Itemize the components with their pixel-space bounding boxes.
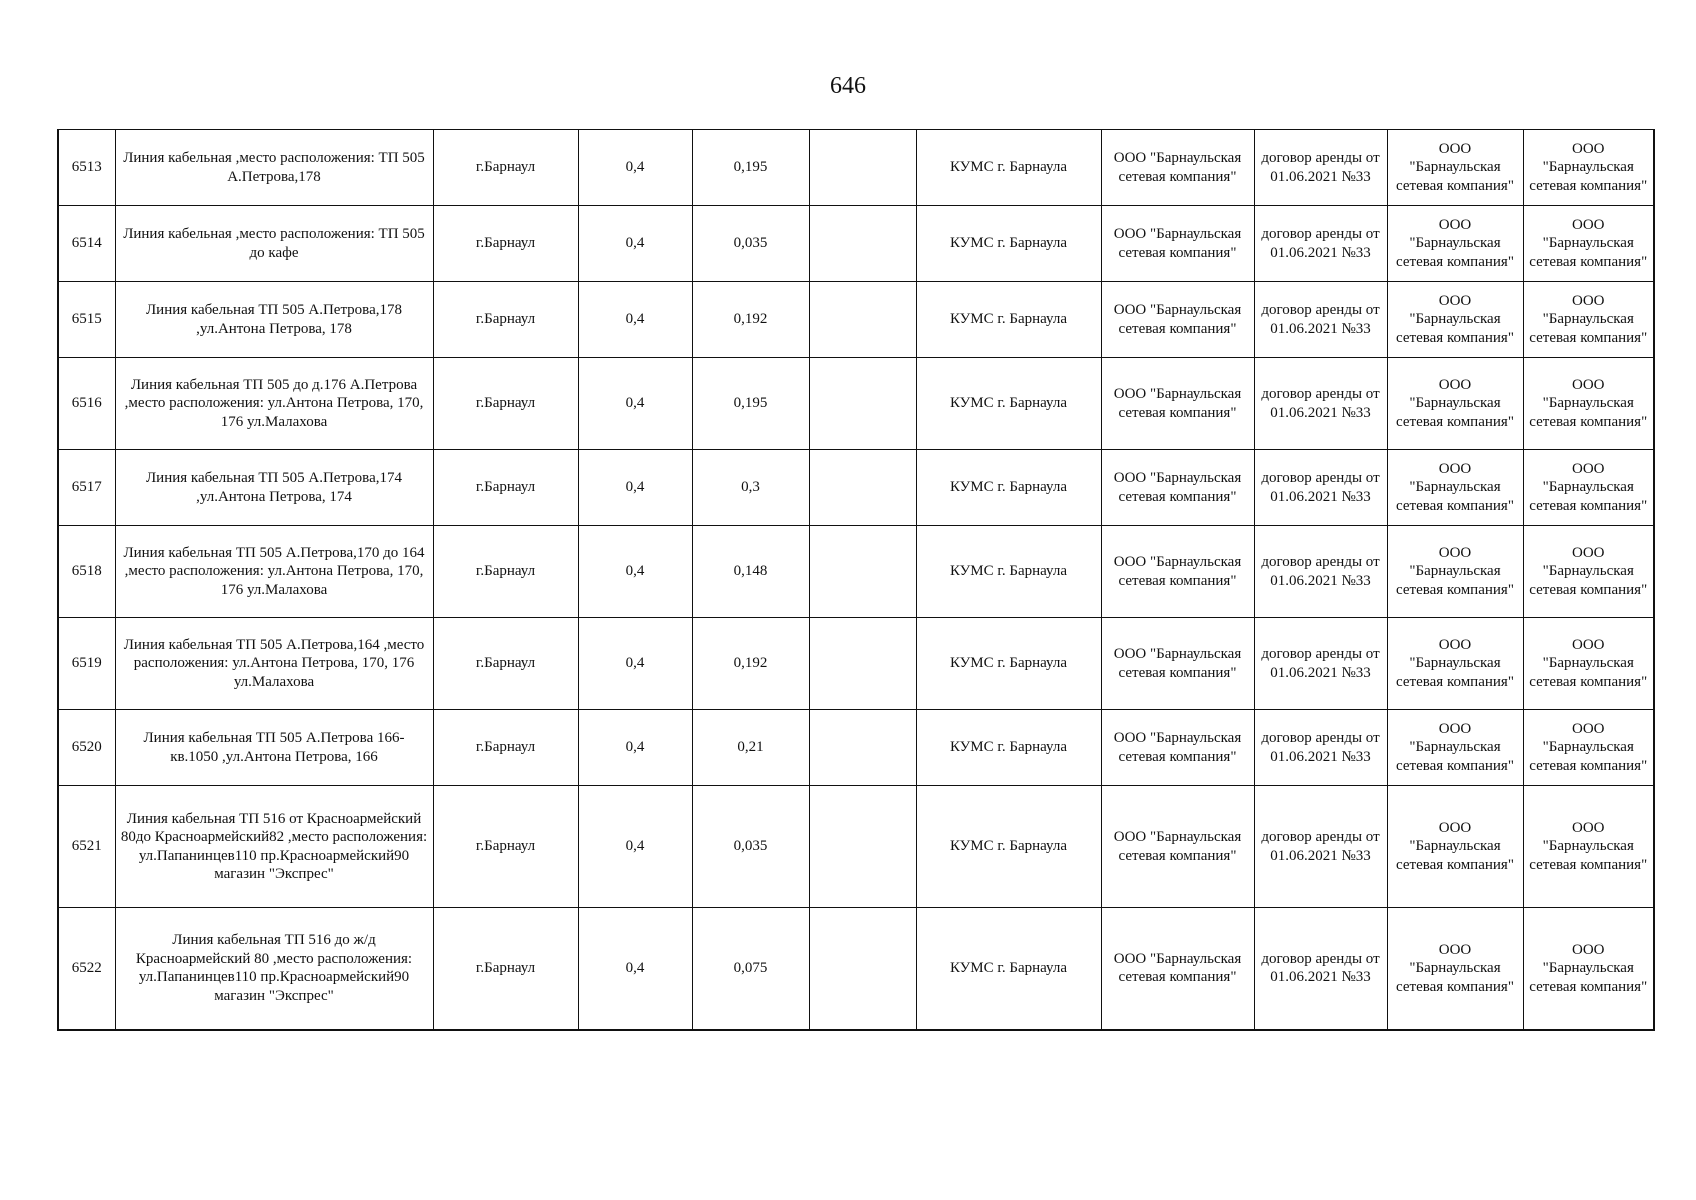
cell-voltage: 0,4 bbox=[578, 450, 692, 526]
cell-holder: ООО "Барнаульская сетевая компания" bbox=[1101, 526, 1254, 618]
cell-voltage: 0,4 bbox=[578, 358, 692, 450]
cell-city: г.Барнаул bbox=[433, 908, 578, 1030]
cell-length: 0,075 bbox=[692, 908, 809, 1030]
cell-extra-value bbox=[809, 786, 916, 908]
cell-basis: договор аренды от 01.06.2021 №33 bbox=[1254, 282, 1387, 358]
cell-holder: ООО "Барнаульская сетевая компания" bbox=[1101, 618, 1254, 710]
cell-row-number: 6519 bbox=[58, 618, 115, 710]
table-row bbox=[58, 618, 1654, 710]
cell-user-organization: ООО "Барнаульская сетевая компания" bbox=[1387, 282, 1523, 358]
cell-owner: КУМС г. Барнаула bbox=[916, 358, 1101, 450]
cell-owner: КУМС г. Барнаула bbox=[916, 206, 1101, 282]
cell-voltage: 0,4 bbox=[578, 526, 692, 618]
cell-owner: КУМС г. Барнаула bbox=[916, 526, 1101, 618]
cell-owner: КУМС г. Барнаула bbox=[916, 282, 1101, 358]
cell-operator-organization: ООО "Барнаульская сетевая компания" bbox=[1523, 282, 1654, 358]
cell-basis: договор аренды от 01.06.2021 №33 bbox=[1254, 358, 1387, 450]
cell-voltage: 0,4 bbox=[578, 618, 692, 710]
cell-basis: договор аренды от 01.06.2021 №33 bbox=[1254, 450, 1387, 526]
cell-operator-organization: ООО "Барнаульская сетевая компания" bbox=[1523, 908, 1654, 1030]
cell-operator-organization: ООО "Барнаульская сетевая компания" bbox=[1523, 206, 1654, 282]
cell-user-organization: ООО "Барнаульская сетевая компания" bbox=[1387, 358, 1523, 450]
cell-extra-value bbox=[809, 282, 916, 358]
cell-length: 0,195 bbox=[692, 358, 809, 450]
cell-user-organization: ООО "Барнаульская сетевая компания" bbox=[1387, 908, 1523, 1030]
table-row bbox=[58, 358, 1654, 450]
cell-row-number: 6517 bbox=[58, 450, 115, 526]
cell-owner: КУМС г. Барнаула bbox=[916, 130, 1101, 206]
cell-voltage: 0,4 bbox=[578, 908, 692, 1030]
cell-city: г.Барнаул bbox=[433, 786, 578, 908]
cell-city: г.Барнаул bbox=[433, 526, 578, 618]
cell-owner: КУМС г. Барнаула bbox=[916, 450, 1101, 526]
cell-owner: КУМС г. Барнаула bbox=[916, 710, 1101, 786]
cell-holder: ООО "Барнаульская сетевая компания" bbox=[1101, 130, 1254, 206]
table-row bbox=[58, 908, 1654, 1030]
cell-user-organization: ООО "Барнаульская сетевая компания" bbox=[1387, 786, 1523, 908]
table-row bbox=[58, 130, 1654, 206]
cell-row-number: 6520 bbox=[58, 710, 115, 786]
cell-city: г.Барнаул bbox=[433, 358, 578, 450]
cell-operator-organization: ООО "Барнаульская сетевая компания" bbox=[1523, 618, 1654, 710]
cell-operator-organization: ООО "Барнаульская сетевая компания" bbox=[1523, 786, 1654, 908]
cell-voltage: 0,4 bbox=[578, 282, 692, 358]
cell-city: г.Барнаул bbox=[433, 618, 578, 710]
table-row bbox=[58, 710, 1654, 786]
cell-holder: ООО "Барнаульская сетевая компания" bbox=[1101, 786, 1254, 908]
cell-extra-value bbox=[809, 526, 916, 618]
table-row bbox=[58, 450, 1654, 526]
cell-owner: КУМС г. Барнаула bbox=[916, 618, 1101, 710]
cell-extra-value bbox=[809, 450, 916, 526]
cell-basis: договор аренды от 01.06.2021 №33 bbox=[1254, 618, 1387, 710]
cell-length: 0,148 bbox=[692, 526, 809, 618]
cell-holder: ООО "Барнаульская сетевая компания" bbox=[1101, 450, 1254, 526]
cell-operator-organization: ООО "Барнаульская сетевая компания" bbox=[1523, 450, 1654, 526]
cell-city: г.Барнаул bbox=[433, 282, 578, 358]
cell-object-name: Линия кабельная ТП 505 до д.176 А.Петрова ,место расположения: ул.Антона Петрова, 170, 176 ул.Малахова bbox=[115, 358, 433, 450]
cell-length: 0,3 bbox=[692, 450, 809, 526]
cell-owner: КУМС г. Барнаула bbox=[916, 908, 1101, 1030]
cell-voltage: 0,4 bbox=[578, 130, 692, 206]
cell-basis: договор аренды от 01.06.2021 №33 bbox=[1254, 206, 1387, 282]
cell-object-name: Линия кабельная ТП 505 А.Петрова,170 до 164 ,место расположения: ул.Антона Петрова, 170, 176 ул.Малахова bbox=[115, 526, 433, 618]
cell-voltage: 0,4 bbox=[578, 710, 692, 786]
cell-extra-value bbox=[809, 618, 916, 710]
cell-row-number: 6518 bbox=[58, 526, 115, 618]
cell-extra-value bbox=[809, 358, 916, 450]
table-row bbox=[58, 282, 1654, 358]
cell-city: г.Барнаул bbox=[433, 710, 578, 786]
cell-operator-organization: ООО "Барнаульская сетевая компания" bbox=[1523, 710, 1654, 786]
cell-holder: ООО "Барнаульская сетевая компания" bbox=[1101, 908, 1254, 1030]
cell-user-organization: ООО "Барнаульская сетевая компания" bbox=[1387, 450, 1523, 526]
cell-length: 0,035 bbox=[692, 206, 809, 282]
cell-object-name: Линия кабельная ,место расположения: ТП 505 А.Петрова,178 bbox=[115, 130, 433, 206]
cell-object-name: Линия кабельная ТП 505 А.Петрова,174 ,ул.Антона Петрова, 174 bbox=[115, 450, 433, 526]
cell-extra-value bbox=[809, 130, 916, 206]
cell-object-name: Линия кабельная ТП 516 от Красноармейский 80до Красноармейский82 ,место расположения: ул.Папанинцев110 пр.Красноармейский90 магазин "Экспрес" bbox=[115, 786, 433, 908]
cell-object-name: Линия кабельная ТП 505 А.Петрова 166-кв.1050 ,ул.Антона Петрова, 166 bbox=[115, 710, 433, 786]
cell-object-name: Линия кабельная ,место расположения: ТП 505 до кафе bbox=[115, 206, 433, 282]
cell-row-number: 6514 bbox=[58, 206, 115, 282]
cell-row-number: 6515 bbox=[58, 282, 115, 358]
cell-length: 0,035 bbox=[692, 786, 809, 908]
cell-object-name: Линия кабельная ТП 505 А.Петрова,178 ,ул.Антона Петрова, 178 bbox=[115, 282, 433, 358]
table-row bbox=[58, 206, 1654, 282]
cell-user-organization: ООО "Барнаульская сетевая компания" bbox=[1387, 710, 1523, 786]
cell-city: г.Барнаул bbox=[433, 206, 578, 282]
cell-user-organization: ООО "Барнаульская сетевая компания" bbox=[1387, 206, 1523, 282]
cell-voltage: 0,4 bbox=[578, 786, 692, 908]
cell-row-number: 6521 bbox=[58, 786, 115, 908]
table-row bbox=[58, 786, 1654, 908]
cell-extra-value bbox=[809, 206, 916, 282]
cell-row-number: 6522 bbox=[58, 908, 115, 1030]
cell-basis: договор аренды от 01.06.2021 №33 bbox=[1254, 526, 1387, 618]
cell-holder: ООО "Барнаульская сетевая компания" bbox=[1101, 358, 1254, 450]
registry-table bbox=[57, 129, 1655, 1031]
cell-user-organization: ООО "Барнаульская сетевая компания" bbox=[1387, 130, 1523, 206]
cell-extra-value bbox=[809, 908, 916, 1030]
cell-basis: договор аренды от 01.06.2021 №33 bbox=[1254, 908, 1387, 1030]
cell-length: 0,192 bbox=[692, 618, 809, 710]
cell-basis: договор аренды от 01.06.2021 №33 bbox=[1254, 130, 1387, 206]
cell-user-organization: ООО "Барнаульская сетевая компания" bbox=[1387, 526, 1523, 618]
cell-operator-organization: ООО "Барнаульская сетевая компания" bbox=[1523, 358, 1654, 450]
cell-row-number: 6513 bbox=[58, 130, 115, 206]
cell-row-number: 6516 bbox=[58, 358, 115, 450]
cell-basis: договор аренды от 01.06.2021 №33 bbox=[1254, 786, 1387, 908]
cell-holder: ООО "Барнаульская сетевая компания" bbox=[1101, 710, 1254, 786]
cell-city: г.Барнаул bbox=[433, 450, 578, 526]
cell-object-name: Линия кабельная ТП 516 до ж/д Красноармейский 80 ,место расположения: ул.Папанинцев110 пр.Красноармейский90 магазин "Экспрес" bbox=[115, 908, 433, 1030]
cell-length: 0,195 bbox=[692, 130, 809, 206]
cell-user-organization: ООО "Барнаульская сетевая компания" bbox=[1387, 618, 1523, 710]
cell-length: 0,21 bbox=[692, 710, 809, 786]
cell-holder: ООО "Барнаульская сетевая компания" bbox=[1101, 206, 1254, 282]
cell-owner: КУМС г. Барнаула bbox=[916, 786, 1101, 908]
cell-length: 0,192 bbox=[692, 282, 809, 358]
table-row bbox=[58, 526, 1654, 618]
cell-voltage: 0,4 bbox=[578, 206, 692, 282]
cell-operator-organization: ООО "Барнаульская сетевая компания" bbox=[1523, 130, 1654, 206]
cell-operator-organization: ООО "Барнаульская сетевая компания" bbox=[1523, 526, 1654, 618]
cell-city: г.Барнаул bbox=[433, 130, 578, 206]
cell-holder: ООО "Барнаульская сетевая компания" bbox=[1101, 282, 1254, 358]
page-number: 646 bbox=[830, 73, 866, 99]
cell-object-name: Линия кабельная ТП 505 А.Петрова,164 ,место расположения: ул.Антона Петрова, 170, 176 ул.Малахова bbox=[115, 618, 433, 710]
cell-extra-value bbox=[809, 710, 916, 786]
cell-basis: договор аренды от 01.06.2021 №33 bbox=[1254, 710, 1387, 786]
